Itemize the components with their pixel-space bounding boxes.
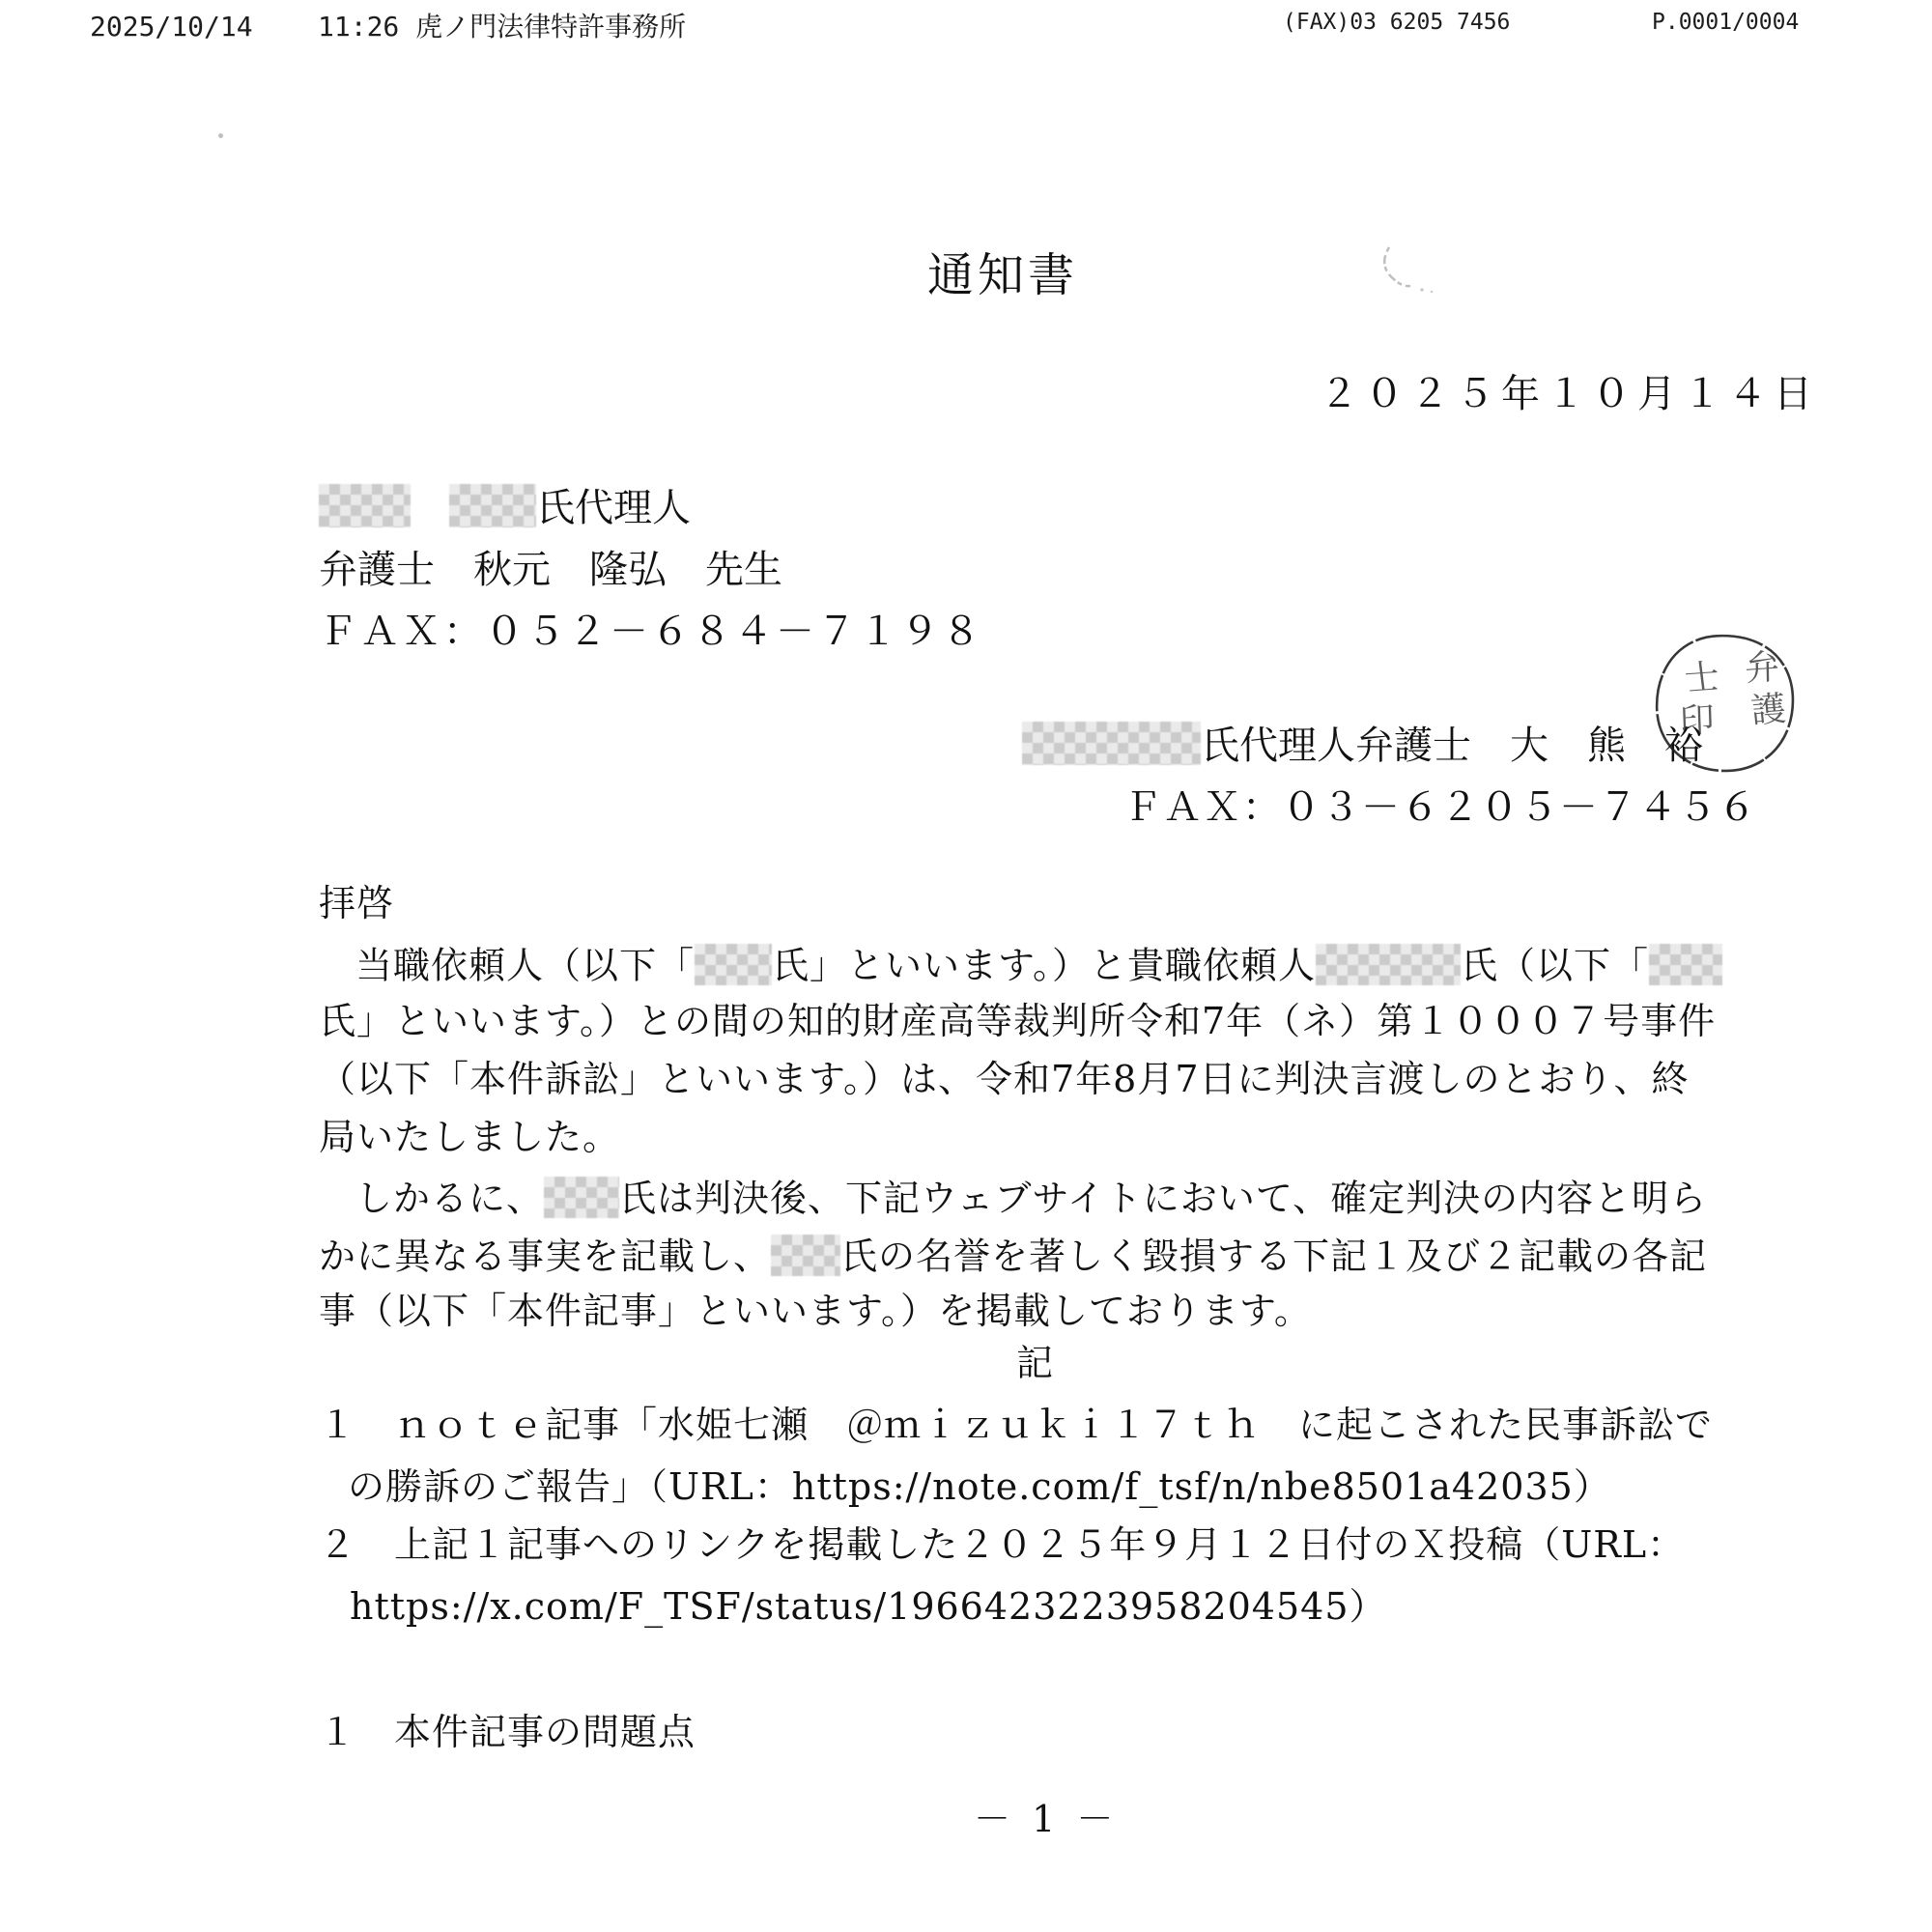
redacted-name [319,484,411,527]
listed-item2-line2-url: https://x.com/F_TSF/status/1966423223958204545） [350,1585,1387,1628]
paragraph1-line3: （以下「本件訴訟」といいます。）は、令和7年8月7日に判決言渡しのとおり、終 [319,1058,1690,1100]
paragraph1-line2: 氏」といいます。）との間の知的財産高等裁判所令和7年（ネ）第１０００７号事件 [319,1000,1717,1042]
fax-header-fax-number: (FAX)03 6205 7456 [1283,10,1511,35]
text-segment: かに異なる事実を記載し、 [319,1235,772,1278]
seal-char-3: 士 [1682,657,1722,699]
text-segment: 氏」といいます。）と貴職依頼人 [772,944,1316,987]
text-segment: 氏の名誉を著しく毀損する下記１及び２記載の各記 [840,1235,1708,1278]
fax-header-page-counter: P.0001/0004 [1652,10,1800,35]
listed-item1-line1: １ ｎｏｔｅ記事「水姫七瀬 ＠ｍｉｚｕｋｉ１７ｔｈ に起こされた民事訴訟で [319,1404,1714,1446]
paragraph2-line2 [319,1235,1707,1276]
paragraph2-line3: 事（以下「本件記事」といいます。）を掲載しております。 [319,1290,1312,1332]
scan-speck [218,133,223,138]
page-number: － 1 － [974,1798,1119,1840]
document-title: 通知書 [927,248,1079,302]
redacted-name [1022,722,1201,765]
recipient-name-line [319,477,691,532]
recipient-fax-line: ＦＡＸ：０５２－６８４－７１９８ [319,610,983,654]
salutation: 拝啓 [319,882,395,924]
scan-smudge [1372,234,1478,311]
redacted-name [695,944,772,985]
text-segment: 氏代理人弁護士 大 熊 裕 [1201,724,1703,768]
paragraph1-line1 [355,944,1722,985]
listed-item1-line2-url: の勝訴のご報告」（URL：https://note.com/f_tsf/n/nbe8501a42035） [348,1465,1611,1508]
seal-char-4: 印 [1679,699,1716,743]
sender-attorney-line [1022,715,1703,770]
paragraph1-line4: 局いたしました。 [319,1116,621,1158]
seal-char-1: 弁 [1744,646,1780,690]
fax-header-datetime-station: 2025/10/14 11:26 虎ノ門法律特許事務所 [90,11,687,43]
redacted-name [544,1177,619,1218]
text-segment: 氏代理人 [536,486,691,530]
document-date: ２０２５年１０月１４日 [1320,372,1819,416]
text-segment: 氏（以下「 [1460,944,1649,987]
text-segment: しかるに、 [355,1177,545,1220]
redacted-name [1316,944,1461,985]
redacted-name [1649,944,1722,985]
redacted-name [449,484,536,527]
attorney-seal-stamp [1635,626,1814,785]
listed-item2-line1: ２ 上記１記事へのリンクを掲載した２０２５年９月１２日付のＸ投稿（URL： [319,1523,1686,1566]
recipient-attorney-line: 弁護士 秋元 隆弘 先生 [319,548,782,592]
record-marker: 記 [1016,1342,1055,1384]
paragraph2-line1 [355,1177,1707,1218]
sender-fax-line: ＦＡＸ：０３－６２０５－７４５６ [1123,785,1757,830]
text-segment: 氏は判決後、下記ウェブサイトにおいて、確定判決の内容と明ら [619,1177,1708,1220]
section1-heading: １ 本件記事の問題点 [319,1711,696,1753]
redacted-name [771,1235,840,1276]
text-segment: 当職依頼人（以下「 [355,944,696,987]
text-segment [411,486,449,530]
seal-char-2: 護 [1748,689,1788,731]
